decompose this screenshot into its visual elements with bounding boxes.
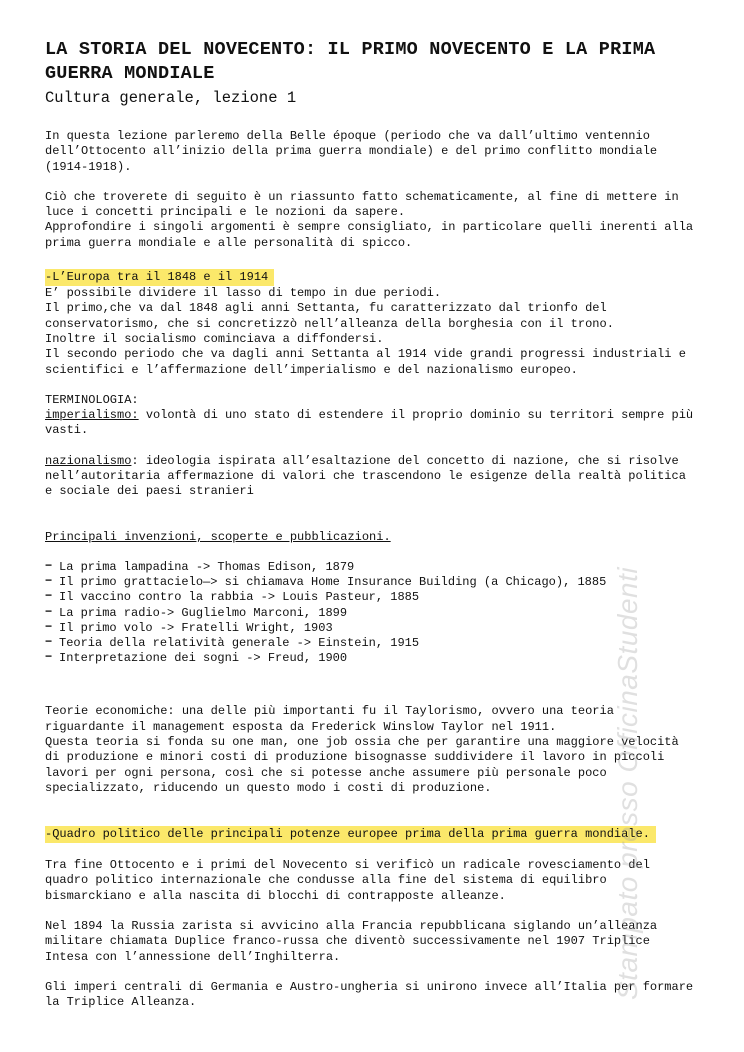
section-2-heading: -Quadro politico delle principali potenze europee prima della prima guerra mondiale. bbox=[45, 826, 656, 843]
term-2-definition: : ideologia ispirata all’esaltazione del concetto di nazione, che si risolve nell’autoritaria affermazione di valori che trascendono le esigenze della realtà politica e sociale dei paesi stranieri bbox=[45, 453, 686, 499]
list-item: − La prima lampadina -> Thomas Edison, 1879 bbox=[45, 558, 355, 574]
section-2-paragraph-3: Gli imperi centrali di Germania e Austro-ungheria si unirono invece all’Italia per formare la Triplice Alleanza. bbox=[45, 979, 694, 1010]
document-title: LA STORIA DEL NOVECENTO: IL PRIMO NOVECENTO E LA PRIMA GUERRA MONDIALE bbox=[45, 39, 656, 84]
term-nazionalismo bbox=[45, 454, 725, 500]
term-2-word: nazionalismo bbox=[45, 453, 132, 468]
section-1-body: E’ possibile dividere il lasso di tempo in due periodi. Il primo,che va dal 1848 agli anni Settanta, fu caratterizzato dal trionfo del conservatorismo, che si concretizzò nell’alleanza della borghesia con il trono. Inoltre il socialismo cominciava a diffondersi. Il secondo periodo che va dagli anni Settanta al 1914 vide grandi progressi industriali e scientifici e l’affermazione dell’imperialismo e del nazionalismo europeo. bbox=[45, 286, 686, 377]
section-2 bbox=[45, 824, 725, 843]
intro-paragraph-2: Ciò che troverete di seguito è un riassunto fatto schematicamente, al fine di mettere in luce i concetti principali e le nozioni da sapere. Approfondire i singoli argomenti è sempre consigliato, in particolare quelli inerenti alla prima guerra mondiale e alle personalità di spicco. bbox=[45, 189, 694, 250]
section-1 bbox=[45, 267, 725, 378]
section-1-heading: -L’Europa tra il 1848 e il 1914 bbox=[45, 269, 274, 286]
inventions-list bbox=[45, 560, 725, 666]
section-2-paragraph-1: Tra fine Ottocento e i primi del Novecento si verificò un radicale rovesciamento del quadro politico internazionale che condusse alla fine del sistema di equilibro bismarckiano e alla nascita di blocchi di contrapposte alleanze. bbox=[45, 858, 650, 903]
term-1-definition: volontà di uno stato di estendere il proprio dominio su territori sempre più vasti. bbox=[45, 408, 694, 438]
list-item: − Il vaccino contro la rabbia -> Louis Pasteur, 1885 bbox=[45, 589, 420, 605]
inventions-heading: Principali invenzioni, scoperte e pubblicazioni. bbox=[45, 529, 391, 544]
term-imperialismo bbox=[45, 408, 725, 439]
terminology-label: TERMINOLOGIA: bbox=[45, 392, 139, 407]
document-page bbox=[45, 38, 725, 1011]
section-2-paragraph-2: Nel 1894 la Russia zarista si avvicino alla Francia repubblicana siglando un’alleanza militare chiamata Duplice franco-russa che diventò successivamente nel 1907 Triplice Intesa con l’annessione dell’Inghilterra. bbox=[45, 919, 658, 964]
list-item: − Il primo volo -> Fratelli Wright, 1903 bbox=[45, 619, 333, 635]
list-item: − Il primo grattacielo—> si chiamava Home Insurance Building (a Chicago), 1885 bbox=[45, 574, 607, 590]
intro-paragraph-1: In questa lezione parleremo della Belle époque (periodo che va dall’ultimo ventennio dell’Ottocento all’inizio della prima guerra mondiale) e del primo conflitto mondiale (1914-1918). bbox=[45, 129, 658, 174]
watermark: Stampato presso OfficinaStudenti bbox=[612, 566, 643, 1000]
list-item: − La prima radio-> Guglielmo Marconi, 1899 bbox=[45, 604, 348, 620]
term-1-word: imperialismo: bbox=[45, 408, 139, 423]
economics-paragraph: Teorie economiche: una delle più importanti fu il Taylorismo, ovvero una teoria riguardante il management esposta da Frederick Winslow Taylor nel 1911. Questa teoria si fonda su one man, one job ossia che per garantire una maggiore velocità di produzione e minori costi di produzione bisognasse suddividere il lavoro in piccoli lavori per ogni persona, così che si potesse anche assumere più personale poco specializzato, riducendo un questo modo i costi di produzione. bbox=[45, 704, 679, 795]
list-item: − Teoria della relatività generale -> Einstein, 1915 bbox=[45, 634, 420, 650]
list-item: − Interpretazione dei sogni -> Freud, 1900 bbox=[45, 650, 348, 666]
document-subtitle: Cultura generale, lezione 1 bbox=[45, 89, 297, 107]
